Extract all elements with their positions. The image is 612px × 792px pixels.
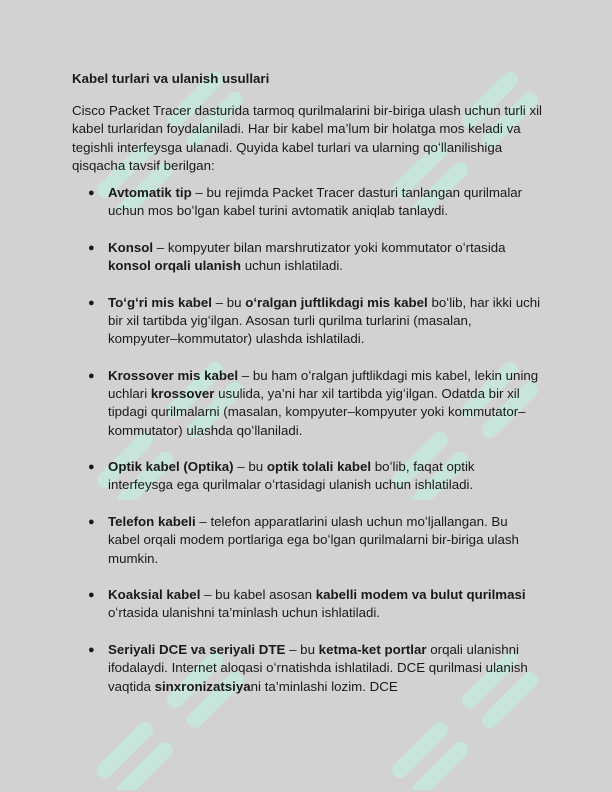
bullet-icon: ●: [88, 644, 95, 657]
intro-paragraph: Cisco Packet Tracer dasturida tarmoq qurilmalarini bir-biriga ulash uchun turli xil kabel turlaridan foydalaniladi. Har bir kabel ma’lum bir holatga mos keladi va tegishli interfeysga ulanadi. Quyida kabel turlari va ularning qoʻllanilishiga qisqacha tavsif berilgan:: [72, 103, 543, 173]
bullet-icon: ●: [88, 461, 95, 474]
item-text: usulida, ya’ni har xil tartibda yigʻilgan. Odatda bir xil tipdagi qurilmalarni (masalan, kompyuter–kompyuter yoki kommutator–kommutator) ulashda qoʻllaniladi.: [108, 386, 526, 438]
item-emphasis: kabelli modem va bulut qurilmasi: [315, 587, 526, 603]
item-emphasis: ketma-ket portlar: [318, 642, 427, 658]
item-term: Koaksial kabel: [108, 587, 201, 603]
item-emphasis: optik tolali kabel: [266, 459, 372, 475]
item-emphasis: konsol orqali ulanish: [108, 258, 241, 274]
item-text: ni ta’minlashi lozim. DCE: [250, 678, 398, 694]
item-text: boʻlib, har ikki uchi bir xil tartibda yigʻilgan. Asosan turli qurilma turlarini (masalan, kompyuter–kommutator) ulashda ishlatiladi.: [108, 294, 541, 347]
bullet-icon: ●: [88, 187, 95, 200]
bullet-icon: ●: [88, 589, 95, 602]
item-text: – bu ham oʻralgan juftlikdagi mis kabel, lekin uning uchlari: [108, 367, 539, 402]
bullet-icon: ●: [88, 516, 95, 529]
item-term: Krossover mis kabel: [108, 367, 239, 383]
bullet-icon: ●: [88, 296, 95, 309]
item-text: – bu: [285, 642, 319, 658]
list-item: [72, 513, 542, 568]
item-term: Seriyali DCE va seriyali DTE: [108, 642, 286, 658]
item-term: Toʻgʻri mis kabel: [108, 294, 212, 310]
item-emphasis: oʻralgan juftlikdagi mis kabel: [245, 294, 428, 310]
list-item: [72, 641, 542, 696]
item-text: – bu: [211, 294, 246, 310]
list-item: [72, 367, 542, 440]
item-term: Konsol: [108, 239, 154, 255]
item-text: – telefon apparatlarini ulash uchun moʻljallangan. Bu kabel orqali modem portlariga ega boʻlgan qurilmalarni bir-biriga ulash mumkin.: [108, 514, 519, 566]
list-item: [72, 294, 542, 349]
item-term: Avtomatik tip: [108, 185, 192, 201]
document-page: [72, 70, 542, 714]
item-text: – kompyuter bilan marshrutizator yoki kommutator oʻrtasida: [153, 239, 506, 255]
item-term: Telefon kabeli: [108, 514, 196, 530]
bullet-icon: ●: [88, 241, 95, 254]
item-text: orqali ulanishni ifodalaydi. Internet aloqasi oʻrnatishda ishlatiladi. DCE qurilmasi ulanish vaqtida: [108, 642, 528, 694]
item-text: boʻlib, faqat optik interfeysga ega qurilmalar oʻrtasidagi ulanish uchun ishlatiladi.: [108, 459, 475, 493]
item-text: – bu rejimda Packet Tracer dasturi tanlangan qurilmalar uchun mos boʻlgan kabel turini avtomatik aniqlab tanlaydi.: [108, 185, 523, 219]
list-item: [72, 458, 542, 494]
item-term: Optik kabel (Optika): [108, 459, 234, 475]
list-item: [72, 586, 542, 622]
cable-types-list: [72, 184, 542, 696]
list-item: [72, 239, 542, 275]
item-text: uchun ishlatiladi.: [241, 258, 344, 274]
bullet-icon: ●: [88, 369, 95, 382]
list-item: [72, 184, 542, 220]
item-text: oʻrtasida ulanishni ta’minlash uchun ishlatiladi.: [108, 605, 381, 621]
document-title: Kabel turlari va ulanish usullari: [72, 71, 270, 86]
item-text: – bu: [233, 459, 267, 475]
item-emphasis: sinxronizatsiya: [154, 678, 251, 694]
item-emphasis: krossover: [150, 386, 215, 402]
item-text: – bu kabel asosan: [200, 587, 316, 603]
